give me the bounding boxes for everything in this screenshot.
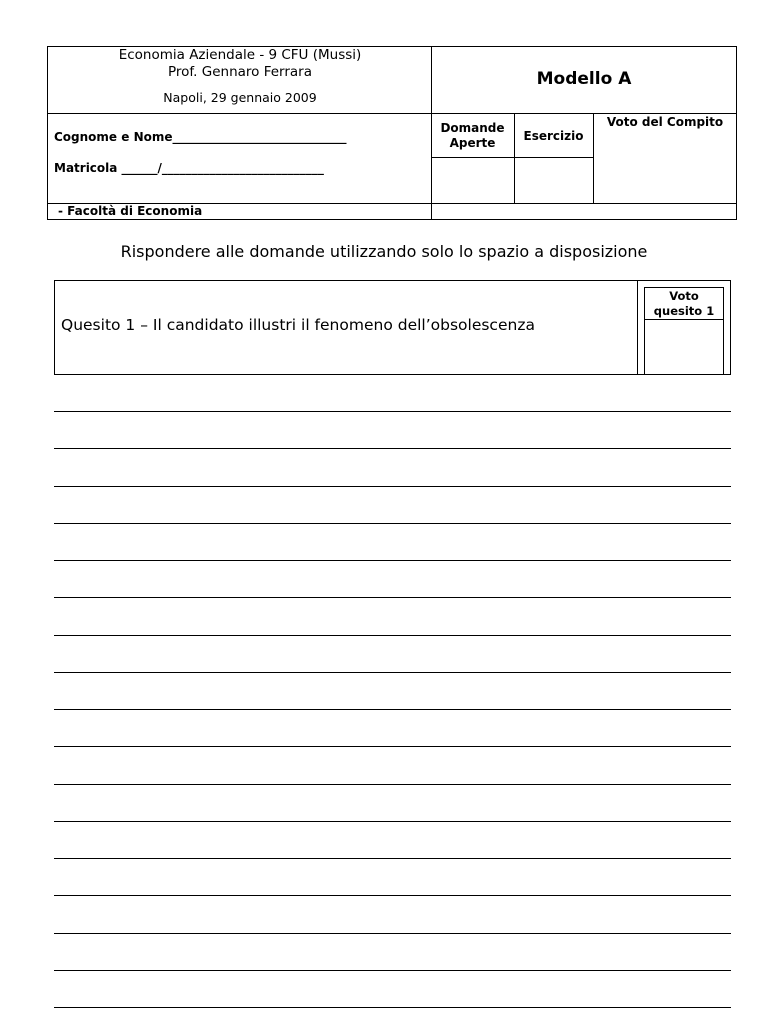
answer-line — [54, 895, 731, 896]
answer-line — [54, 821, 731, 822]
open-questions-header — [431, 121, 514, 151]
answer-line — [54, 486, 731, 487]
professor-name: Prof. Gennaro Ferrara — [167, 64, 313, 80]
faculty-label: - Facoltà di Economia — [58, 204, 203, 218]
answer-line — [54, 635, 731, 636]
question-text: Quesito 1 – Il candidato illustri il fenomeno dell’obsolescenza — [61, 316, 535, 334]
open-questions-header-line1: Domande — [440, 121, 505, 135]
question-grade-label — [644, 289, 724, 319]
open-questions-header-line2: Aperte — [449, 136, 496, 150]
exercise-header: Esercizio — [523, 129, 584, 143]
answer-line — [54, 784, 731, 785]
question-box-divider — [637, 280, 638, 375]
header-row-divider — [431, 157, 593, 158]
header-row-divider — [47, 113, 737, 114]
answer-line — [54, 411, 731, 412]
answer-line — [54, 523, 731, 524]
answer-line — [54, 1007, 731, 1008]
model-label: Modello A — [536, 69, 632, 89]
answer-line — [54, 560, 731, 561]
instructions: Rispondere alle domande utilizzando solo lo spazio a disposizione — [120, 242, 648, 261]
answer-line — [54, 933, 731, 934]
student-id-field: Matricola ______/___________________________ — [54, 161, 324, 175]
answer-line — [54, 672, 731, 673]
header-col-divider — [514, 113, 515, 203]
question-grade-divider — [644, 319, 724, 320]
name-field: Cognome e Nome_____________________________ — [54, 130, 347, 144]
answer-line — [54, 858, 731, 859]
exam-date: Napoli, 29 gennaio 2009 — [163, 90, 317, 105]
grade-header: Voto del Compito — [606, 115, 724, 129]
answer-line — [54, 746, 731, 747]
question-grade-label-line1: Voto — [669, 289, 699, 303]
course-title: Economia Aziendale - 9 CFU (Mussi) — [118, 47, 362, 63]
answer-line — [54, 448, 731, 449]
question-grade-label-line2: quesito 1 — [653, 304, 715, 318]
answer-line — [54, 970, 731, 971]
answer-line — [54, 709, 731, 710]
answer-line — [54, 597, 731, 598]
